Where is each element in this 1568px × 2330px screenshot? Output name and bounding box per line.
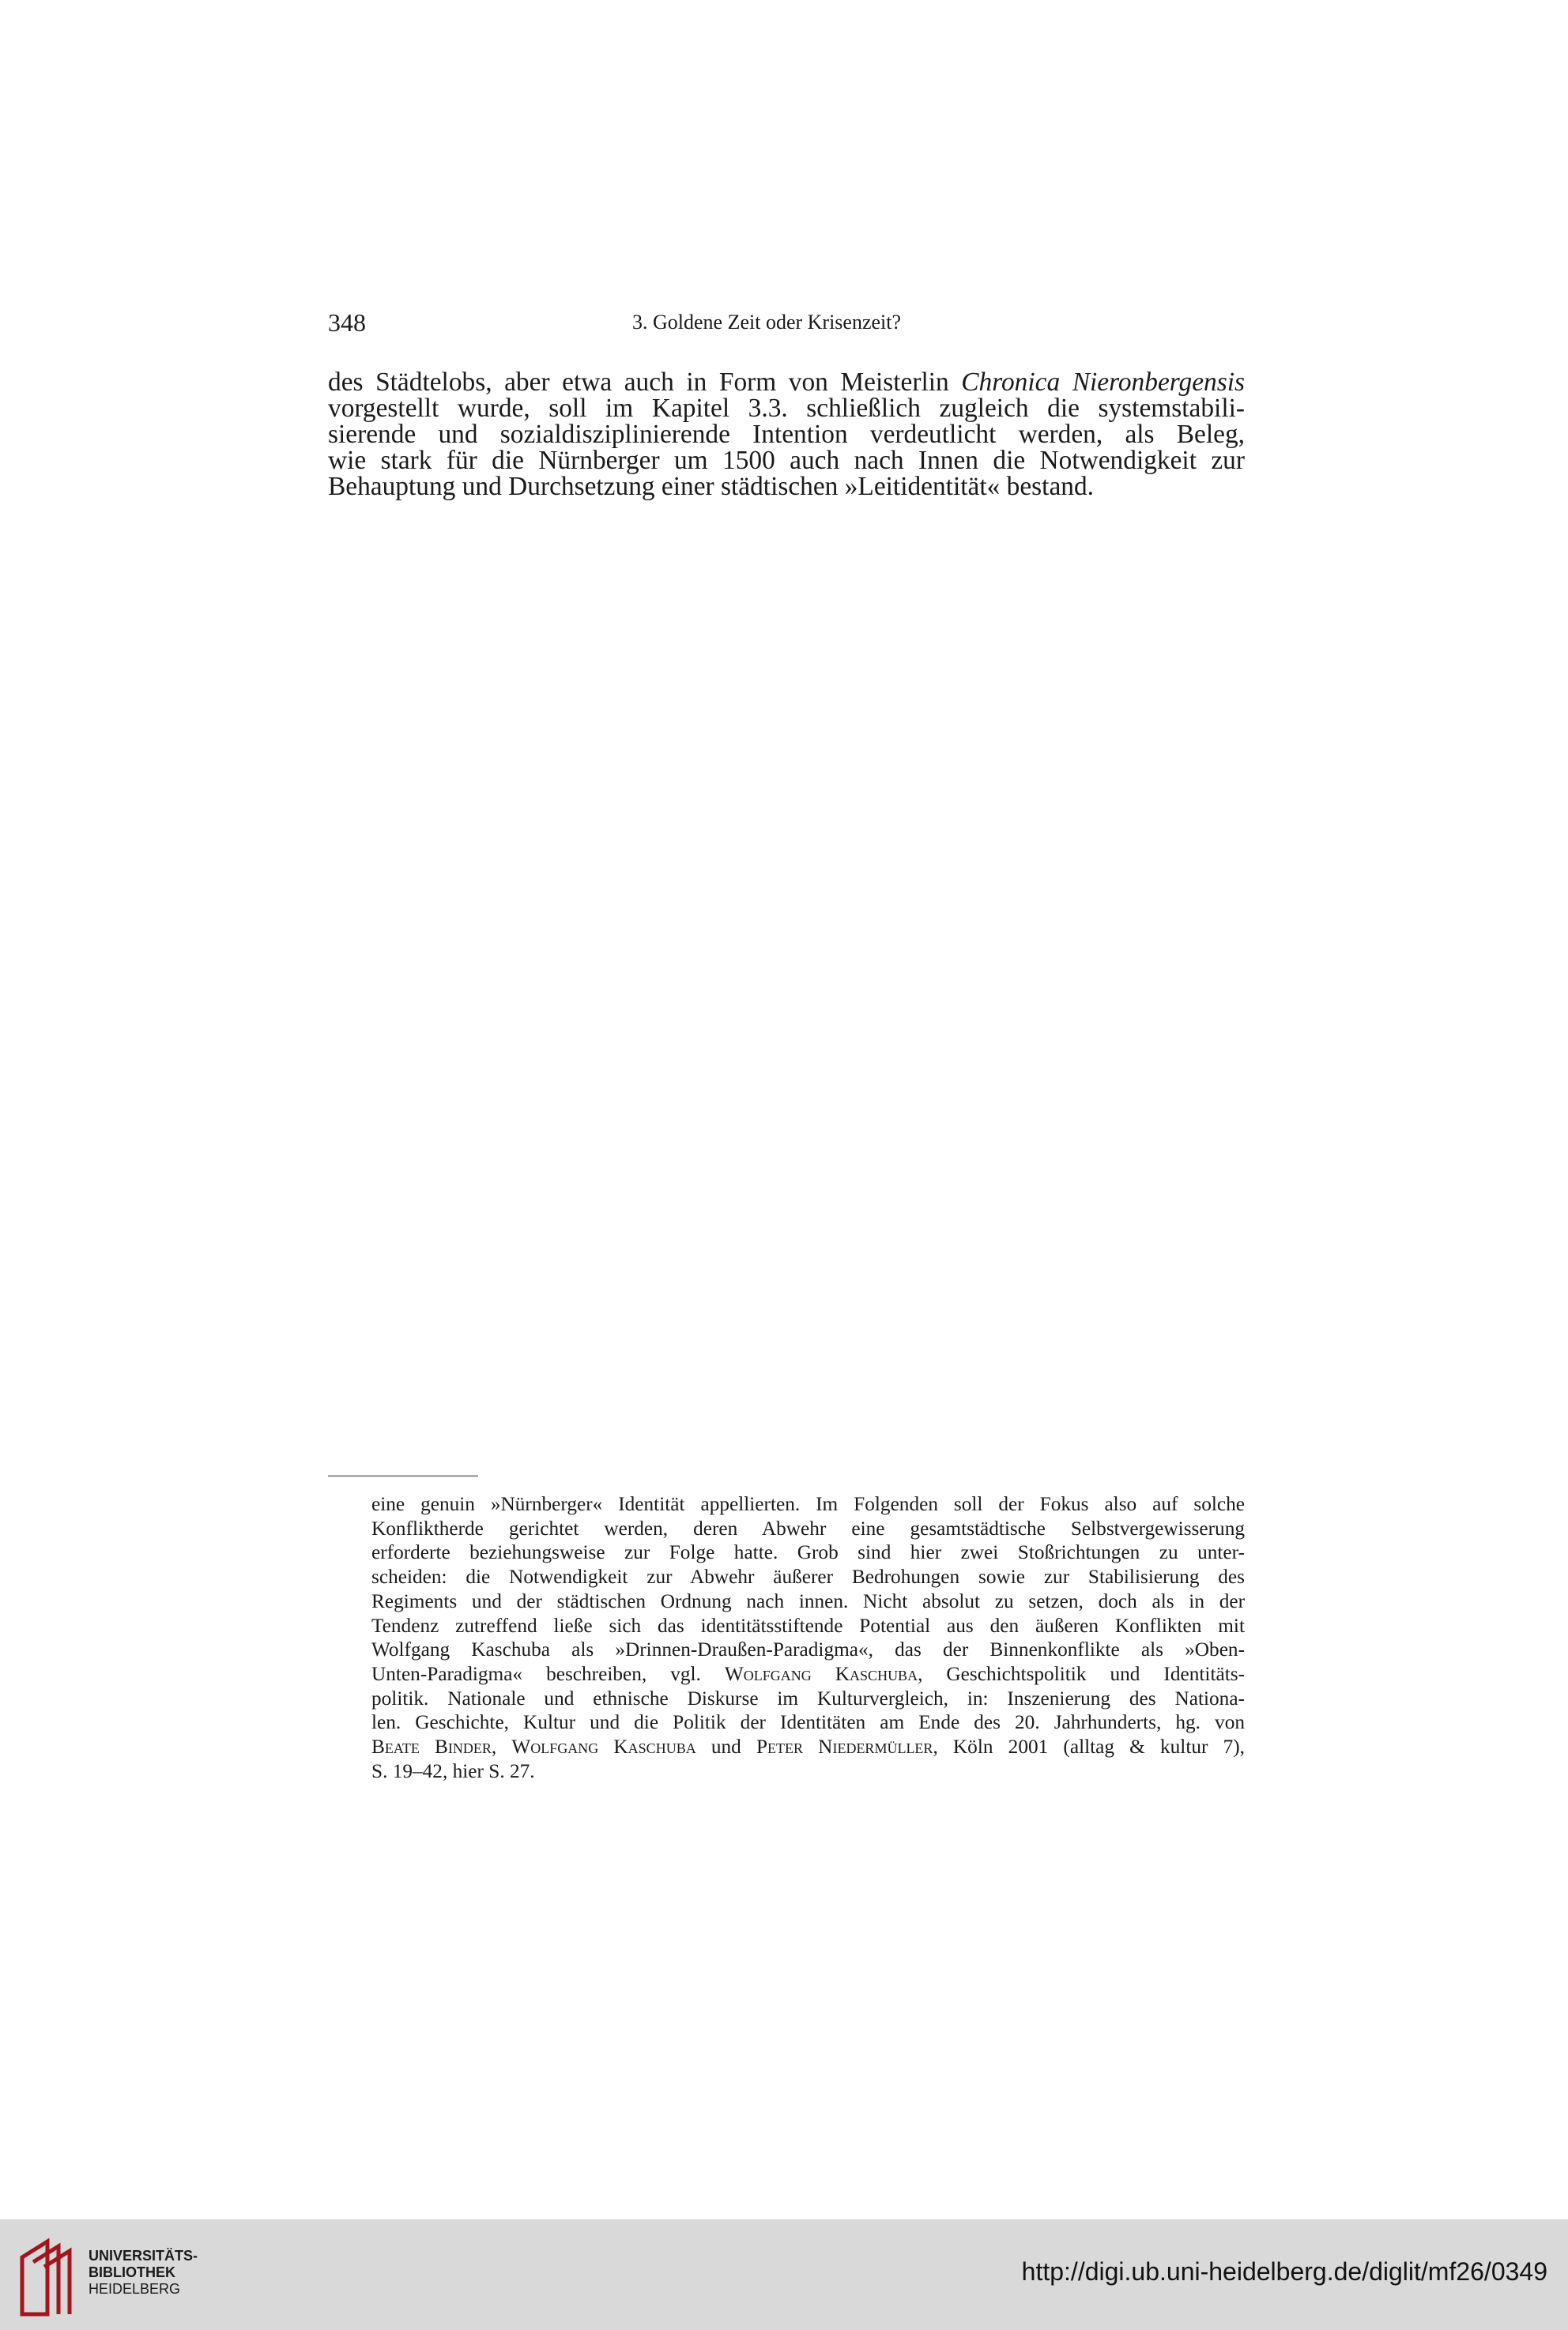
footnote-line: politik. Nationale und ethnische Diskurse im Kulturvergleich, in: Inszenierung des Nationa- xyxy=(371,1687,1245,1710)
body-line: wie stark für die Nürnberger um 1500 auch nach Innen die Notwendigkeit zur xyxy=(328,446,1245,475)
work-title: Chronica Nieronbergensis xyxy=(961,368,1245,397)
author-name: Wolfgang Kaschuba xyxy=(724,1662,918,1685)
body-line: des Städtelobs, aber etwa auch in Form von Meisterlin Chronica Nieronbergensis xyxy=(328,368,1245,397)
author-name: Beate Binder xyxy=(371,1736,492,1759)
footnote-line: Unten-Paradigma« beschreiben, vgl. Wolfgang Kaschuba, Geschichtspolitik und Identitäts- xyxy=(371,1662,1245,1685)
footnote-line: Tendenz zutreffend ließe sich das identitätsstiftende Potential aus den äußeren Konflikten mit xyxy=(371,1614,1245,1637)
author-name: Wolfgang Kaschuba xyxy=(511,1736,696,1759)
footnote-line: Regiments und der städtischen Ordnung nach innen. Nicht absolut zu setzen, doch als in der xyxy=(371,1589,1245,1612)
body-paragraph xyxy=(328,369,1245,500)
footnote-line: eine genuin »Nürnberger« Identität appellierten. Im Folgenden soll der Fokus also auf solche xyxy=(371,1493,1245,1515)
running-head: 3. Goldene Zeit oder Krisenzeit? xyxy=(632,311,902,334)
page-number: 348 xyxy=(328,308,366,337)
footnote-line: Wolfgang Kaschuba als »Drinnen-Draußen-Paradigma«, das der Binnenkonflikte als »Oben- xyxy=(371,1638,1245,1661)
author-name: Peter Niedermüller xyxy=(756,1736,933,1759)
body-line: sierende und sozialdisziplinierende Intention verdeutlicht werden, als Beleg, xyxy=(328,420,1245,449)
page-header xyxy=(328,307,1245,338)
footnote xyxy=(371,1492,1245,1783)
footnote-line: Konfliktherde gerichtet werden, deren Abwehr eine gesamtstädtische Selbstvergewisserung xyxy=(371,1517,1245,1540)
footer-bar xyxy=(0,2219,1568,2330)
footnote-line: S. 19–42, hier S. 27. xyxy=(371,1759,535,1782)
body-line: Behauptung und Durchsetzung einer städtischen »Leitidentität« bestand. xyxy=(328,472,1094,501)
library-name: UNIVERSITÄTS- BIBLIOTHEK HEIDELBERG xyxy=(89,2248,198,2297)
footnote-line: len. Geschichte, Kultur und die Politik der Identitäten am Ende des 20. Jahrhunderts, hg. von xyxy=(371,1711,1245,1734)
body-line: vorgestellt wurde, soll im Kapitel 3.3. schließlich zugleich die systemstabili- xyxy=(328,394,1245,423)
source-url-link[interactable]: http://digi.ub.uni-heidelberg.de/diglit/mf26/0349 xyxy=(1021,2257,1547,2286)
footnote-line: scheiden: die Notwendigkeit zur Abwehr äußerer Bedrohungen sowie zur Stabilisierung des xyxy=(371,1566,1245,1589)
footnote-line: erforderte beziehungsweise zur Folge hatte. Grob sind hier zwei Stoßrichtungen zu unter- xyxy=(371,1541,1245,1564)
library-logo-icon xyxy=(17,2238,79,2317)
footnote-line: Beate Binder, Wolfgang Kaschuba und Peter Niedermüller, Köln 2001 (alltag & kultur 7), xyxy=(371,1736,1245,1759)
